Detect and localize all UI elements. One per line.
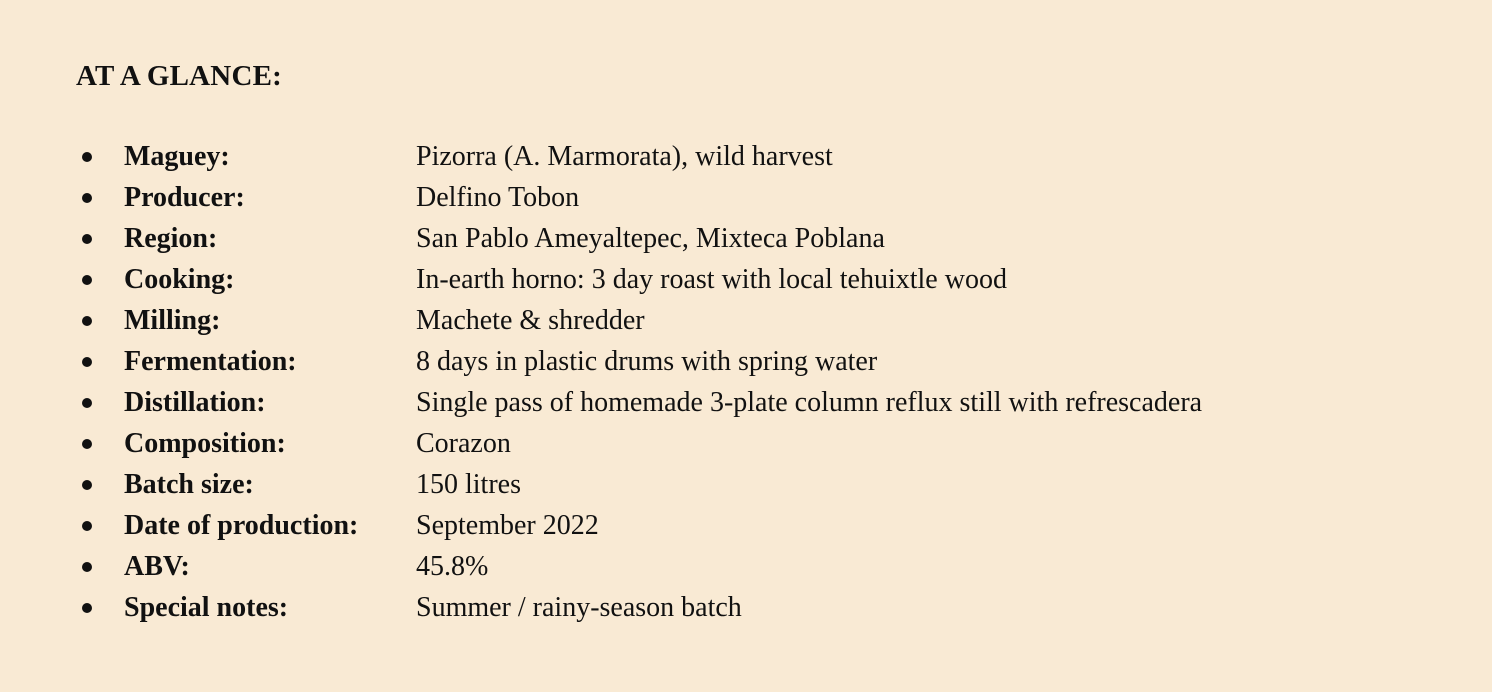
- bullet-icon: [82, 316, 92, 326]
- bullet-icon: [82, 398, 92, 408]
- fact-value: 150 litres: [416, 469, 521, 500]
- bullet-icon: [82, 439, 92, 449]
- fact-value: Machete & shredder: [416, 305, 645, 336]
- fact-label: Producer:: [124, 182, 245, 213]
- section-heading: AT A GLANCE:: [76, 60, 282, 92]
- bullet-icon: [82, 603, 92, 613]
- bullet-icon: [82, 357, 92, 367]
- fact-label: Milling:: [124, 305, 221, 336]
- bullet-icon: [82, 234, 92, 244]
- fact-value: 8 days in plastic drums with spring water: [416, 346, 878, 377]
- bullet-icon: [82, 152, 92, 162]
- fact-label: Region:: [124, 223, 218, 254]
- fact-label: Cooking:: [124, 264, 235, 295]
- fact-value: Single pass of homemade 3-plate column reflux still with refrescadera: [416, 387, 1203, 418]
- fact-label: Special notes:: [124, 592, 289, 623]
- fact-value: Corazon: [416, 428, 511, 459]
- bullet-icon: [82, 521, 92, 531]
- fact-value: Pizorra (A. Marmorata), wild harvest: [416, 141, 833, 172]
- fact-label: ABV:: [124, 551, 190, 582]
- fact-value: September 2022: [416, 510, 599, 541]
- fact-label: Batch size:: [124, 469, 254, 500]
- bullet-icon: [82, 562, 92, 572]
- fact-value: Summer / rainy-season batch: [416, 592, 742, 623]
- fact-value: San Pablo Ameyaltepec, Mixteca Poblana: [416, 223, 885, 254]
- fact-label: Composition:: [124, 428, 286, 459]
- fact-value: In-earth horno: 3 day roast with local tehuixtle wood: [416, 264, 1007, 295]
- fact-value: 45.8%: [416, 551, 489, 582]
- bullet-icon: [82, 193, 92, 203]
- fact-value: Delfino Tobon: [416, 182, 580, 213]
- fact-label: Maguey:: [124, 141, 230, 172]
- fact-label: Date of production:: [124, 510, 359, 541]
- bullet-icon: [82, 480, 92, 490]
- fact-label: Distillation:: [124, 387, 266, 418]
- bullet-icon: [82, 275, 92, 285]
- fact-label: Fermentation:: [124, 346, 297, 377]
